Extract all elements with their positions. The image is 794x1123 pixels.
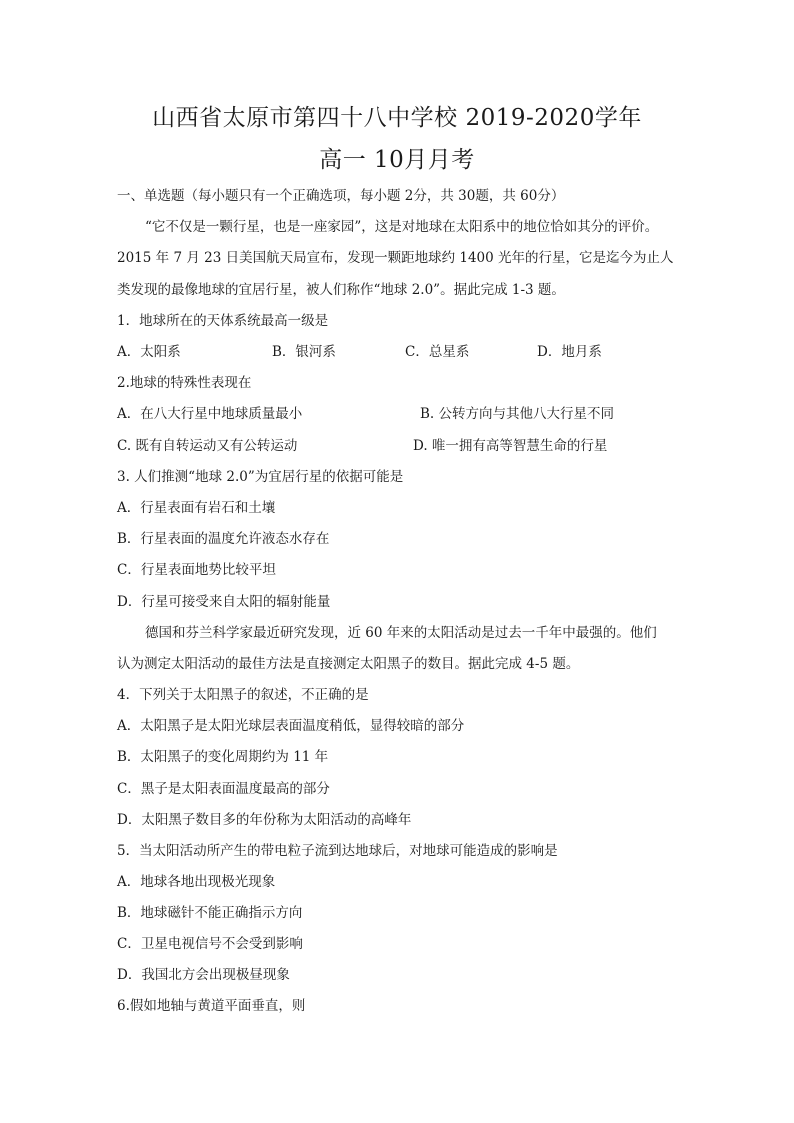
q4-option-d: D．太阳黑子数目多的年份称为太阳活动的高峰年 bbox=[117, 812, 412, 828]
q1-option-b: B．银河系 bbox=[272, 344, 336, 360]
passage1-line1: “它不仅是一颗行星，也是一座家园”，这是对地球在太阳系中的地位恰如其分的评价。 bbox=[145, 219, 659, 235]
q2-option-d: D. 唯一拥有高等智慧生命的行星 bbox=[413, 438, 608, 454]
q4-option-b: B．太阳黑子的变化周期约为 11 年 bbox=[117, 749, 329, 765]
q3-option-a: A．行星表面有岩石和土壤 bbox=[117, 500, 276, 516]
q1-option-a: A．太阳系 bbox=[117, 344, 181, 360]
q1-option-d: D．地月系 bbox=[537, 344, 602, 360]
q6-stem: 6.假如地轴与黄道平面垂直，则 bbox=[117, 998, 306, 1014]
q1-stem: 1．地球所在的天体系统最高一级是 bbox=[117, 313, 329, 329]
q2-option-c: C. 既有自转运动又有公转运动 bbox=[117, 438, 298, 454]
passage2-line1: 德国和芬兰科学家最近研究发现，近 60 年来的太阳活动是过去一千年中最强的。他们 bbox=[145, 625, 657, 641]
q4-option-c: C．黑子是太阳表面温度最高的部分 bbox=[117, 781, 330, 797]
exam-subtitle: 高一 10月月考 bbox=[319, 147, 475, 173]
q2-option-b: B. 公转方向与其他八大行星不同 bbox=[420, 406, 615, 422]
q3-option-d: D．行星可接受来自太阳的辐射能量 bbox=[117, 594, 331, 610]
q5-stem: 5．当太阳活动所产生的带电粒子流到达地球后，对地球可能造成的影响是 bbox=[117, 843, 558, 859]
passage2-line2: 认为测定太阳活动的最佳方法是直接测定太阳黑子的数目。据此完成 4-5 题。 bbox=[117, 656, 580, 672]
section-heading: 一、单选题（每小题只有一个正确选项，每小题 2分，共 30题，共 60分） bbox=[117, 188, 565, 204]
q2-stem: 2.地球的特殊性表现在 bbox=[117, 375, 252, 391]
q5-option-d: D．我国北方会出现极昼现象 bbox=[117, 967, 290, 983]
q3-option-b: B．行星表面的温度允许液态水存在 bbox=[117, 531, 330, 547]
q3-stem: 3. 人们推测“地球 2.0”为宜居行星的依据可能是 bbox=[117, 469, 404, 485]
q5-option-a: A．地球各地出现极光现象 bbox=[117, 874, 276, 890]
q1-option-c: C．总星系 bbox=[405, 344, 470, 360]
passage1-line2: 2015 年 7 月 23 日美国航天局宣布，发现一颗距地球约 1400 光年的行星，它是迄今为止人 bbox=[117, 250, 674, 266]
q2-option-a: A．在八大行星中地球质量最小 bbox=[117, 406, 303, 422]
q5-option-c: C．卫星电视信号不会受到影响 bbox=[117, 936, 303, 952]
q4-stem: 4．下列关于太阳黑子的叙述，不正确的是 bbox=[117, 687, 369, 703]
exam-title: 山西省太原市第四十八中学校 2019-2020学年 bbox=[152, 105, 642, 131]
q3-option-c: C．行星表面地势比较平坦 bbox=[117, 562, 276, 578]
q5-option-b: B．地球磁针不能正确指示方向 bbox=[117, 905, 303, 921]
passage1-line3: 类发现的最像地球的宜居行星，被人们称作“地球 2.0”。据此完成 1-3 题。 bbox=[117, 282, 565, 298]
q4-option-a: A．太阳黑子是太阳光球层表面温度稍低，显得较暗的部分 bbox=[117, 718, 465, 734]
